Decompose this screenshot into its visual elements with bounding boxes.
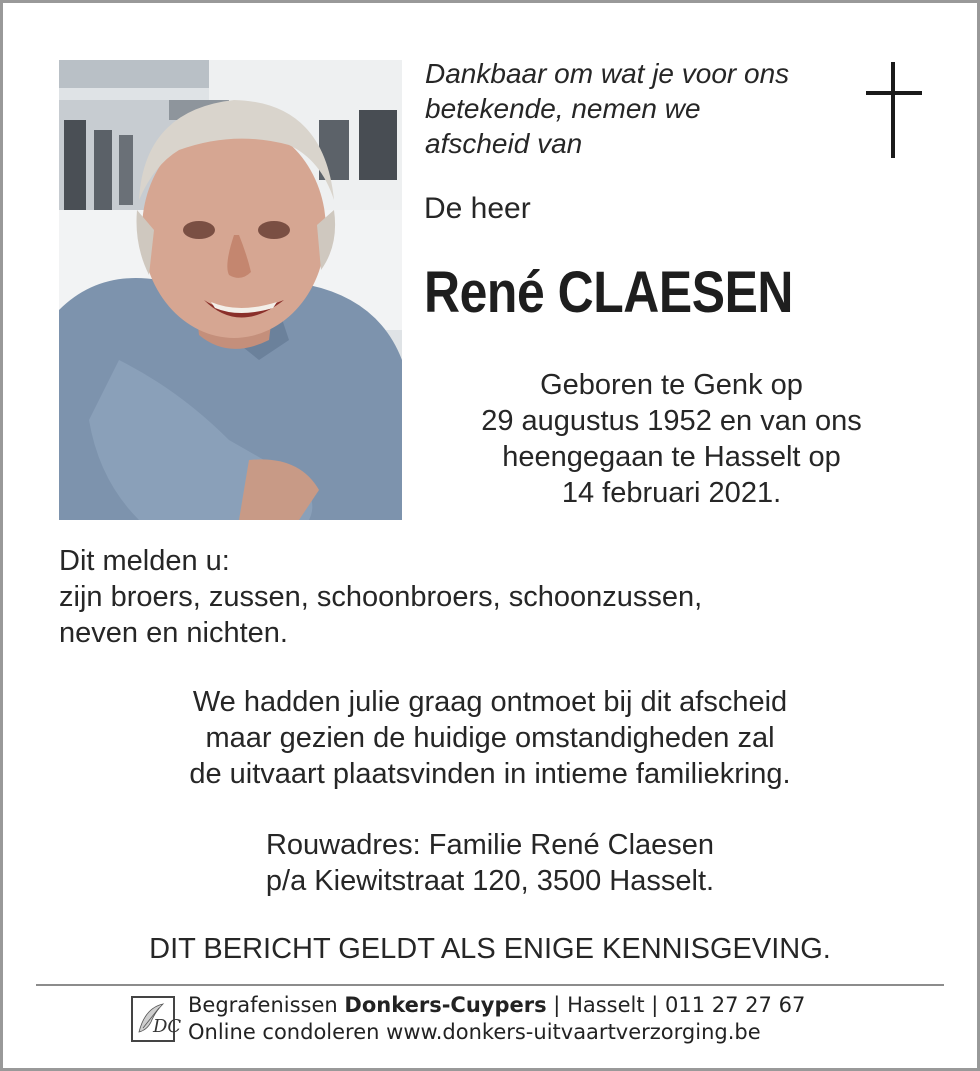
funeral-home-contact xyxy=(188,992,888,1019)
cross-icon xyxy=(866,62,922,158)
portrait-photo xyxy=(59,60,402,520)
funeral-home-logo-icon xyxy=(131,996,182,1042)
intro-line: afscheid van xyxy=(425,128,583,159)
svg-text:DC: DC xyxy=(153,1016,182,1037)
online-label: Online condoleren xyxy=(188,1020,387,1044)
footer-phone: 011 27 27 67 xyxy=(665,993,806,1017)
deceased-name: René CLAESEN xyxy=(424,260,794,325)
intro-text xyxy=(425,56,845,161)
birth-line: 14 februari 2021. xyxy=(561,477,782,509)
footer-city: Hasselt xyxy=(567,993,645,1017)
announce-line: Dit melden u: xyxy=(59,545,230,577)
footer-separator: | xyxy=(546,993,568,1017)
address-line: Rouwadres: Familie René Claesen xyxy=(265,829,715,861)
footer-prefix: Begrafenissen xyxy=(188,993,345,1017)
gathering-line: de uitvaart plaatsvinden in intieme familiekring. xyxy=(189,758,791,790)
announce-line: zijn broers, zussen, schoonbroers, schoonzussen, xyxy=(59,581,703,613)
birth-line: Geboren te Genk op xyxy=(540,369,803,401)
gathering-line: We hadden julie graag ontmoet bij dit afscheid xyxy=(192,686,788,718)
announcement xyxy=(59,543,919,651)
funeral-home-info xyxy=(188,992,888,1046)
intro-line: betekende, nemen we xyxy=(425,93,701,124)
online-condolences xyxy=(188,1019,888,1046)
intro-line: Dankbaar om wat je voor ons xyxy=(425,58,790,89)
footer-divider xyxy=(36,984,944,986)
mourning-address xyxy=(90,827,890,899)
birth-death-info xyxy=(430,367,913,511)
birth-line: heengegaan te Hasselt op xyxy=(502,441,841,473)
announce-line: neven en nichten. xyxy=(59,617,288,649)
gathering-line: maar gezien de huidige omstandigheden zal xyxy=(205,722,775,754)
address-line: p/a Kiewitstraat 120, 3500 Hasselt. xyxy=(265,865,715,897)
footer-separator: | xyxy=(644,993,666,1017)
funeral-home-name: Donkers-Cuypers xyxy=(344,993,547,1017)
gathering-note xyxy=(90,684,890,792)
birth-line: 29 augustus 1952 en van ons xyxy=(481,405,862,437)
honorific: De heer xyxy=(424,192,531,225)
official-notice: DIT BERICHT GELDT ALS ENIGE KENNISGEVING. xyxy=(149,933,831,965)
website-link[interactable]: www.donkers-uitvaartverzorging.be xyxy=(386,1020,761,1044)
